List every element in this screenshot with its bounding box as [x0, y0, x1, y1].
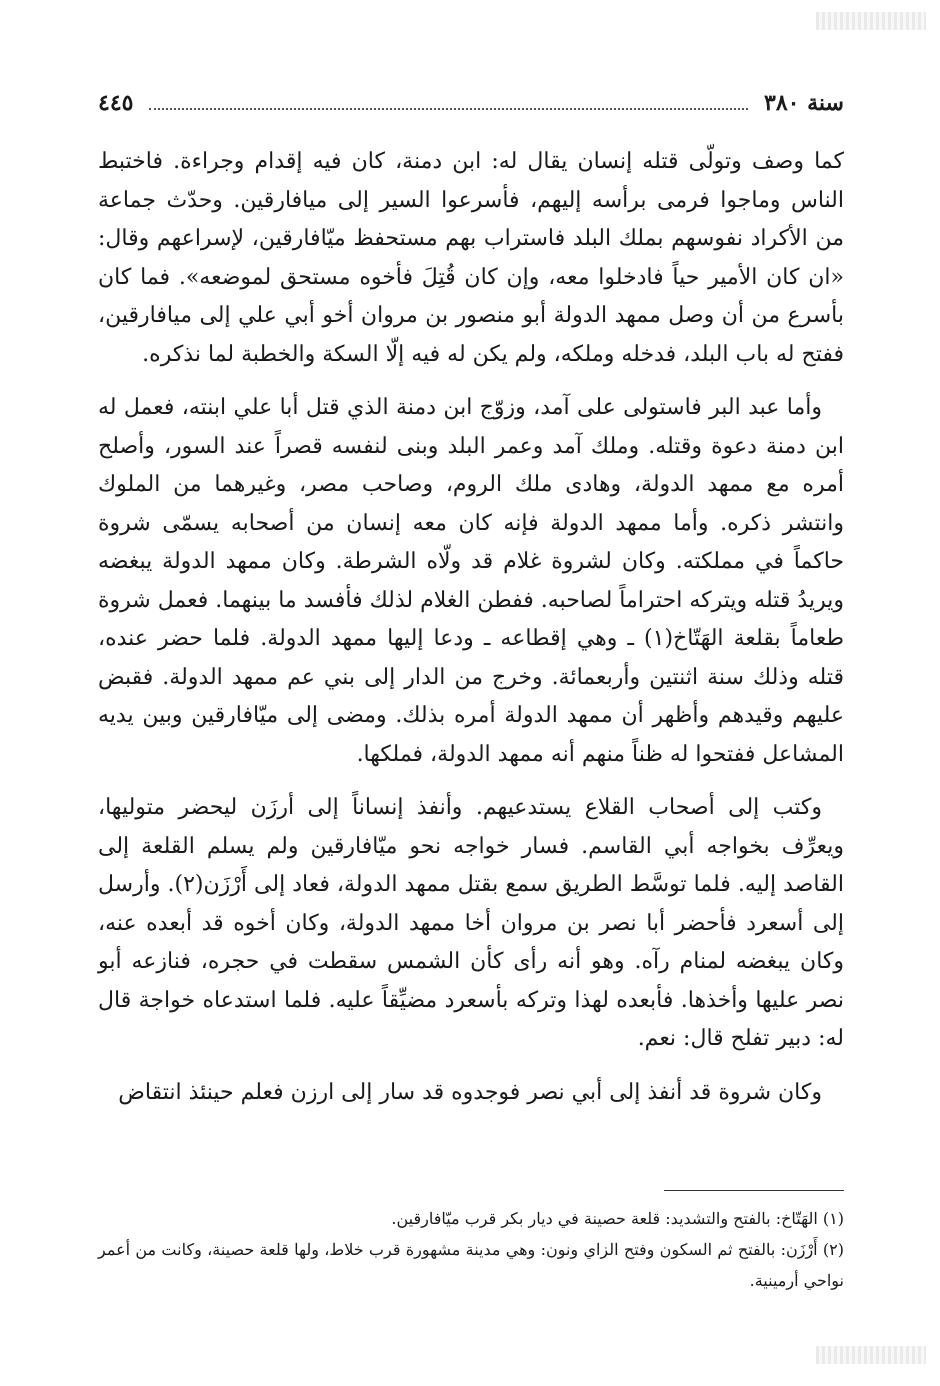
scan-artifact-bottom — [816, 1346, 926, 1364]
footnote-2: (٢) أَرْزَن: بالفتح ثم السكون وفتح الزاي ونون: وهي مدينة مشهورة قرب خلاط، ولها قلعة حصينة، وكانت من أعمر نواحي أرمينية. — [98, 1240, 844, 1290]
paragraph-1: كما وصف وتولّى قتله إنسان يقال له: ابن دمنة، كان فيه إقدام وجراءة. فاختبط الناس وماجوا فرمى برأسه إليهم، فأسرعوا السير إلى ميافارقين. وحدّث جماعة من الأكراد نفوسهم بملك البلد فاستراب بهم مستحفظ ميّافارقين، لإسراعهم وقال: «ان كان الأمير حياً فادخلوا معه، وإن كان قُتِلَ فأخوه مستحق لموضعه». فما كان بأسرع من أن وصل ممهد الدولة أبو منصور بن مروان أخو أبي علي إلى ميافارقين، ففتح له باب البلد، فدخله وملكه، ولم يكن له فيه إلّا السكة والخطبة لما نذكره. — [98, 149, 844, 367]
paragraph-2: وأما عبد البر فاستولى على آمد، وزوّج ابن دمنة الذي قتل أبا علي ابنته، فعمل له ابن دمنة دعوة وقتله. وملك آمد وعمر البلد وبنى لنفسه قصراً عند السور، وأصلح أمره مع ممهد الدولة، وهادى ملك الروم، وصاحب مصر، وغيرهما من الملوك وانتشر ذكره. وأما ممهد الدولة فإنه كان معه إنسان من أصحابه يسمّى شروة حاكماً في مملكته. وكان لشروة غلام قد ولّاه الشرطة. وكان ممهد الدولة يبغضه ويريدُ قتله ويتركه احتراماً لصاحبه. ففطن الغلام لذلك فأفسد ما بينهما. فعمل شروة طعاماً بقلعة الهَتّاخ(١) ـ وهي إقطاعه ـ ودعا إليها ممهد الدولة. فلما حضر عنده، قتله وذلك سنة اثنتين وأربعمائة. وخرج من الدار إلى بني عم ممهد الدولة. فقبض عليهم وقيدهم وأظهر أن ممهد الدولة أمره بذلك. ومضى إلى ميّافارقين وبين يديه المشاعل ففتحوا له ظناً منهم أنه ممهد الدولة، فملكها. — [98, 395, 845, 767]
page-header — [98, 86, 844, 120]
paragraph-4: وكان شروة قد أنفذ إلى أبي نصر فوجدوه قد سار إلى ارزن فعلم حينئذ انتقاض — [118, 1079, 822, 1105]
page-number: ٤٤٥ — [98, 90, 134, 116]
paragraph-3: وكتب إلى أصحاب القلاع يستدعيهم. وأنفذ إنساناً إلى أرزَن ليحضر متوليها، ويعرِّف بخواجه أبي القاسم. فسار خواجه نحو ميّافارقين ولم يسلم القلعة إلى القاصد إليه. فلما توسَّط الطريق سمع بقتل ممهد الدولة، فعاد إلى أَرْزَن(٢). وأرسل إلى أسعرد فأحضر أبا نصر بن مروان أخا ممهد الدولة، وكان أخوه قد أبعده عنه، وكان يبغضه لمنام رآه. وهو أنه رأى كأن الشمس سقطت في حجره، فنازعه أبو نصر عليها وأخذها. فأبعده لهذا وتركه بأسعرد مضيِّقاً عليه. فلما استدعاه خواجة قال له: دبير تفلح قال: نعم. — [98, 795, 844, 1051]
scan-artifact-top — [816, 12, 926, 30]
footnote-1: (١) الهَتّاخ: بالفتح والتشديد: قلعة حصينة في ديار بكر قرب ميّافارقين. — [391, 1209, 844, 1228]
header-dotted-rule — [149, 108, 748, 110]
footnotes — [98, 1203, 844, 1296]
running-title: سنة ٣٨٠ — [764, 90, 844, 116]
main-text — [98, 143, 844, 1127]
footnote-divider — [664, 1190, 844, 1191]
